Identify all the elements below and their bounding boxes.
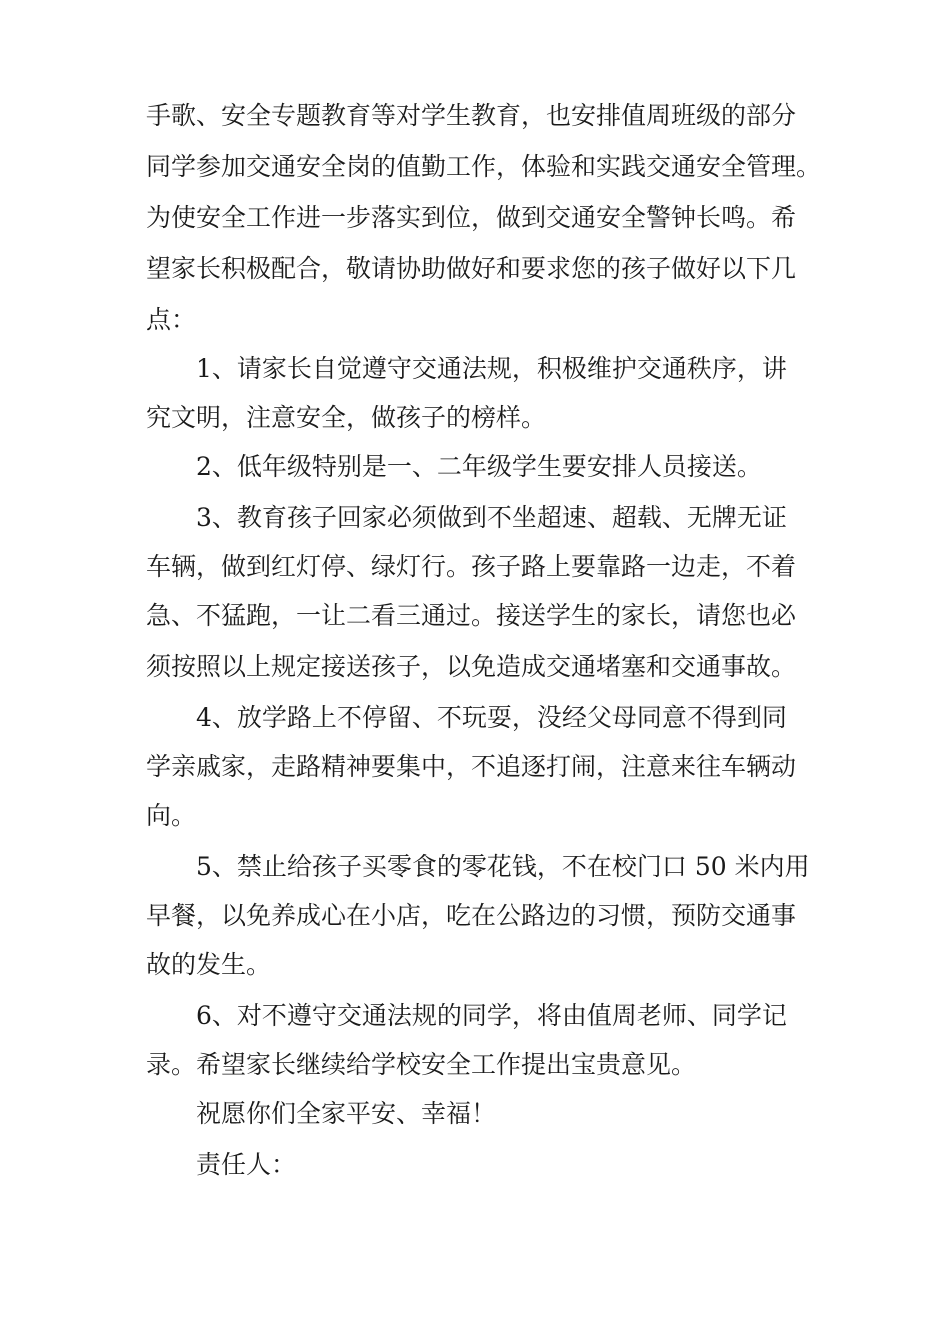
item-3-line-4: 须按照以上规定接送孩子，以免造成交通堵塞和交通事故。 <box>146 652 797 681</box>
item-5-line-2: 早餐，以免养成心在小店，吃在公路边的习惯，预防交通事 <box>146 901 797 930</box>
item-1-line-2: 究文明，注意安全，做孩子的榜样。 <box>146 403 547 432</box>
intro-line-2: 同学参加交通安全岗的值勤工作，体验和实践交通安全管理。 <box>146 152 822 181</box>
item-6-line-2: 录。希望家长继续给学校安全工作提出宝贵意见。 <box>146 1050 697 1079</box>
intro-line-4: 望家长积极配合，敬请协助做好和要求您的孩子做好以下几 <box>146 254 797 283</box>
item-6-line-1: 6、对不遵守交通法规的同学，将由值周老师、同学记 <box>196 1001 787 1030</box>
item-4-line-3: 向。 <box>146 801 197 830</box>
item-1-line-1: 1、请家长自觉遵守交通法规，积极维护交通秩序，讲 <box>196 354 787 383</box>
item-4-line-2: 学亲戚家，走路精神要集中，不追逐打闹，注意来往车辆动 <box>146 752 797 781</box>
intro-line-1: 手歌、安全专题教育等对学生教育，也安排值周班级的部分 <box>146 101 797 130</box>
item-3-line-3: 急、不猛跑，一让二看三通过。接送学生的家长，请您也必 <box>146 601 797 630</box>
closing-wish: 祝愿你们全家平安、幸福！ <box>196 1099 497 1128</box>
item-3-line-1: 3、教育孩子回家必须做到不坐超速、超载、无牌无证 <box>196 503 787 532</box>
intro-line-5: 点： <box>146 305 197 334</box>
intro-line-3: 为使安全工作进一步落实到位，做到交通安全警钟长鸣。希 <box>146 203 797 232</box>
item-5-line-3: 故的发生。 <box>146 950 272 979</box>
item-4-line-1: 4、放学路上不停留、不玩耍，没经父母同意不得到同 <box>196 703 787 732</box>
item-2-line-1: 2、低年级特别是一、二年级学生要安排人员接送。 <box>196 452 762 481</box>
item-3-line-2: 车辆，做到红灯停、绿灯行。孩子路上要靠路一边走，不着 <box>146 552 797 581</box>
item-5-line-1: 5、禁止给孩子买零食的零花钱，不在校门口 50 米内用 <box>196 852 810 881</box>
signature-label: 责任人： <box>196 1150 297 1179</box>
